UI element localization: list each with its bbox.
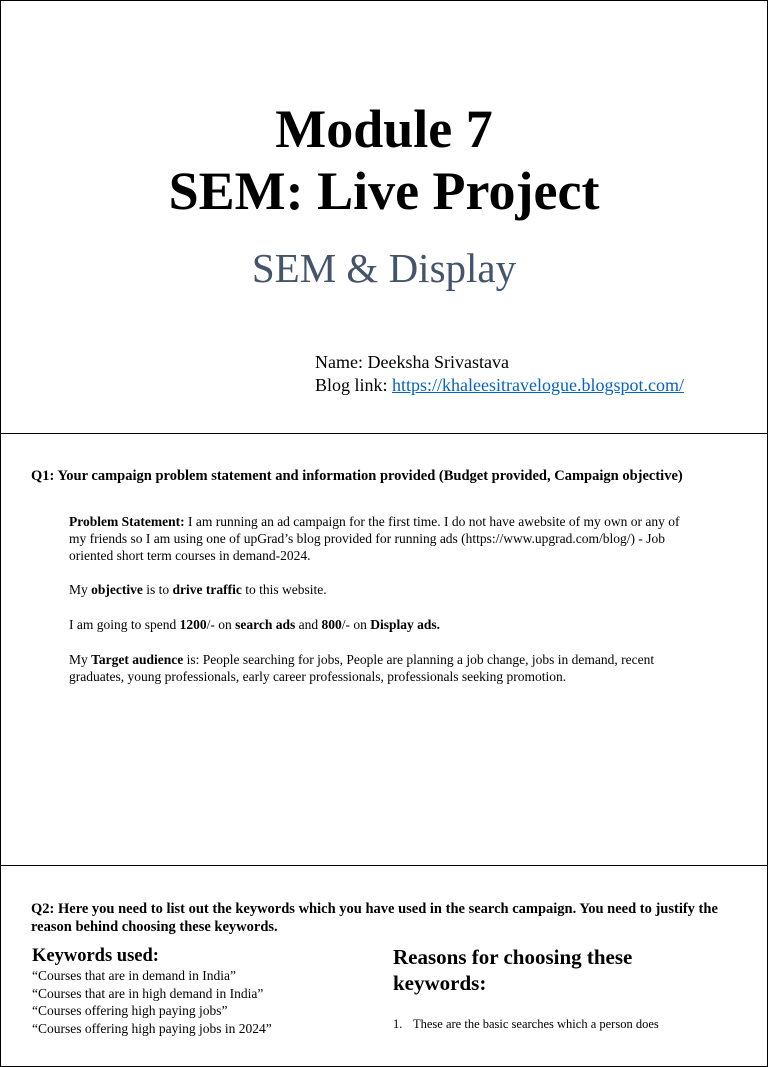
objective-post: to this website.	[241, 582, 327, 597]
spend-pre: I am going to spend	[69, 617, 180, 632]
blog-link[interactable]: https://khaleesitravelogue.blogspot.com/	[392, 375, 684, 395]
keyword-item: “Courses offering high paying jobs in 2024”	[32, 1020, 272, 1036]
keyword-item: “Courses that are in high demand in India”	[32, 985, 264, 1001]
spend-mid-1: /- on	[206, 617, 236, 632]
objective-mid: is to	[142, 582, 173, 597]
reasons-list	[393, 1016, 733, 1032]
display-ads-label: Display ads.	[370, 617, 441, 632]
reason-item	[393, 1016, 733, 1032]
objective-pre: My	[69, 582, 92, 597]
problem-label: Problem Statement:	[69, 514, 185, 529]
search-budget: 1200	[179, 617, 207, 632]
problem-statement	[69, 513, 699, 564]
question-2: Q2: Here you need to list out the keywords which you have used in the search campaign. You need to justify the reason behind choosing these keywords.	[31, 901, 718, 935]
target-audience-paragraph	[69, 651, 699, 685]
search-ads-label: search ads	[235, 617, 296, 632]
author-name: Name: Deeksha Srivastava	[315, 352, 509, 372]
objective-paragraph	[69, 581, 699, 598]
target-label: Target audience	[91, 652, 184, 667]
reason-number: 1.	[393, 1017, 403, 1031]
keywords-heading: Keywords used:	[32, 946, 159, 966]
spend-mid-3: /- on	[341, 617, 371, 632]
target-text: is: People searching for jobs, People are planning a job change, jobs in demand, recent graduates, young professionals, early career professionals, professionals seeking promotion.	[69, 652, 655, 684]
title-line-2: SEM: Live Project	[168, 161, 600, 221]
slide-q2	[0, 865, 768, 1067]
blog-label: Blog link:	[315, 375, 393, 395]
subtitle: SEM & Display	[251, 245, 517, 291]
question-1: Q1: Your campaign problem statement and information provided (Budget provided, Campaign objective)	[31, 468, 683, 484]
objective-goal: drive traffic	[172, 582, 242, 597]
reason-text: These are the basic searches which a person does	[413, 1017, 659, 1031]
slide-q1	[0, 433, 768, 866]
keywords-list	[32, 967, 272, 1037]
problem-text: I am running an ad campaign for the first time. I do not have awebsite of my own or any of my friends so I am using one of upGrad’s blog provided for running ads (https://www.upgrad.com/blog/) - Job oriented short term courses in demand-2024.	[69, 514, 680, 563]
budget-paragraph	[69, 616, 699, 633]
blog-line	[315, 374, 684, 396]
reasons-heading: Reasons for choosing these keywords:	[393, 945, 633, 995]
keyword-item: “Courses offering high paying jobs”	[32, 1003, 228, 1018]
target-pre: My	[69, 652, 92, 667]
title-line-1: Module 7	[275, 99, 493, 159]
objective-word: objective	[91, 582, 143, 597]
display-budget: 800	[321, 617, 342, 632]
keyword-item: “Courses that are in demand in India”	[32, 968, 236, 983]
spend-mid-2: and	[295, 617, 322, 632]
slide-title	[0, 0, 768, 434]
